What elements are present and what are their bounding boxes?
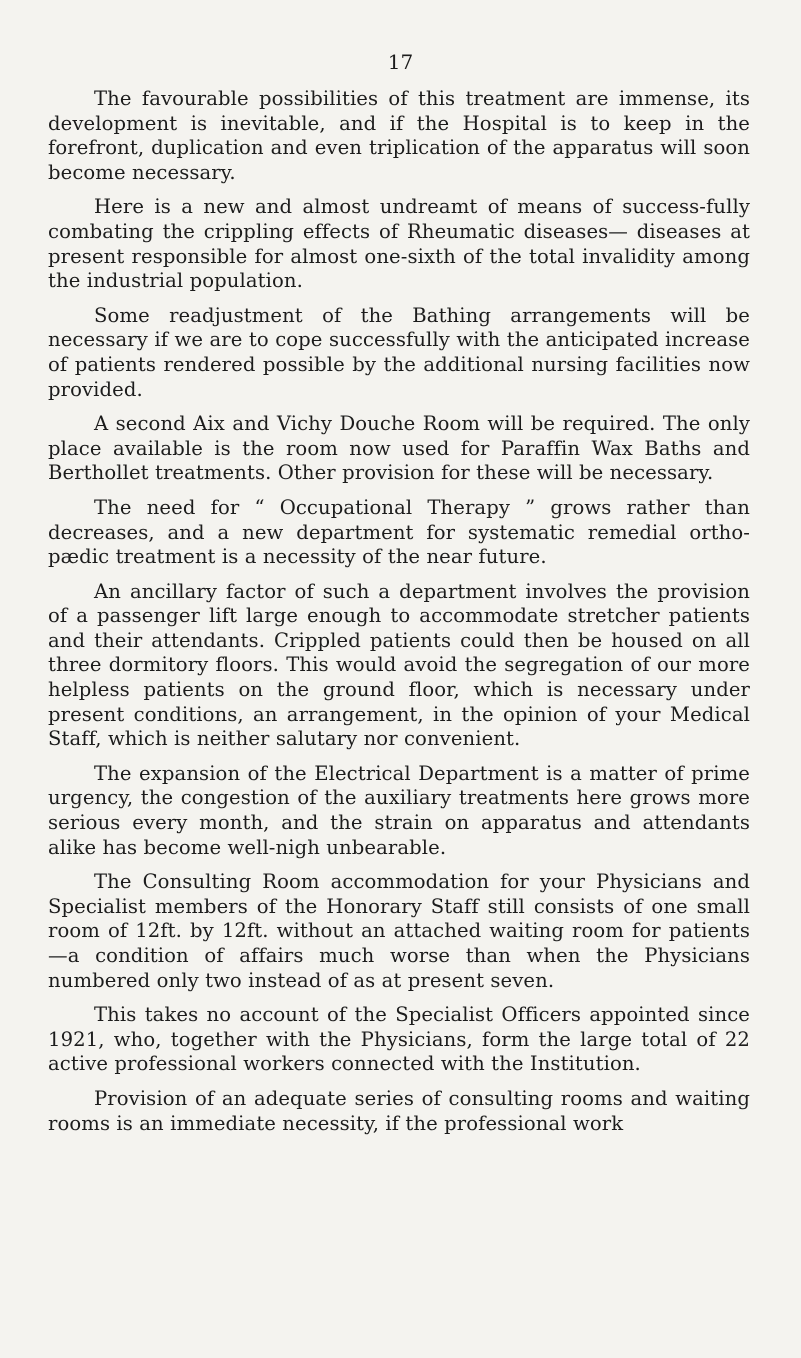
paragraph: Here is a new and almost undreamt of means of success-fully combating the crippling effects of Rheumatic diseases— diseases at present responsible for almost one-sixth of the total invalidity among the industrial population. bbox=[48, 195, 750, 293]
paragraph: A second Aix and Vichy Douche Room will be required. The only place available is the room now used for Paraffin Wax Baths and Berthollet treatments. Other provision for these will be necessary. bbox=[48, 412, 750, 485]
paragraph: The need for “ Occupational Therapy ” grows rather than decreases, and a new department for systematic remedial ortho-pædic treatment is a necessity of the near future. bbox=[48, 495, 750, 569]
paragraph: Provision of an adequate series of consulting rooms and waiting rooms is an immediate necessity, if the professional work bbox=[48, 1086, 750, 1135]
paragraph: The favourable possibilities of this treatment are immense, its development is inevitable, and if the Hospital is to keep in the forefront, duplication and even triplication of the apparatus will soon become necessary. bbox=[48, 87, 750, 184]
paragraph: Some readjustment of the Bathing arrangements will be necessary if we are to cope successfully with the anticipated increase of patients rendered possible by the additional nursing facilities now provided. bbox=[48, 303, 750, 401]
paragraph: This takes no account of the Specialist Officers appointed since 1921, who, together with the Physicians, form the large total of 22 active professional workers connected with the Institution. bbox=[48, 1003, 750, 1076]
paragraph: The Consulting Room accommodation for your Physicians and Specialist members of the Honorary Staff still consists of one small room of 12ft. by 12ft. without an attached waiting room for patients—a condition of affairs much worse than when the Physicians numbered only two instead of as at present seven. bbox=[48, 870, 750, 992]
body-text bbox=[48, 87, 750, 1146]
page-number: 17 bbox=[387, 50, 414, 74]
paragraph: The expansion of the Electrical Department is a matter of prime urgency, the congestion of the auxiliary treatments here grows more serious every month, and the strain on apparatus and attendants alike has become well-nigh unbearable. bbox=[48, 761, 750, 859]
paragraph: An ancillary factor of such a department involves the provision of a passenger lift large enough to accommodate stretcher patients and their attendants. Crippled patients could then be housed on all three dormitory floors. This would avoid the segregation of our more helpless patients on the ground floor, which is necessary under present conditions, an arrangement, in the opinion of your Medical Staff, which is neither salutary nor convenient. bbox=[48, 579, 750, 751]
